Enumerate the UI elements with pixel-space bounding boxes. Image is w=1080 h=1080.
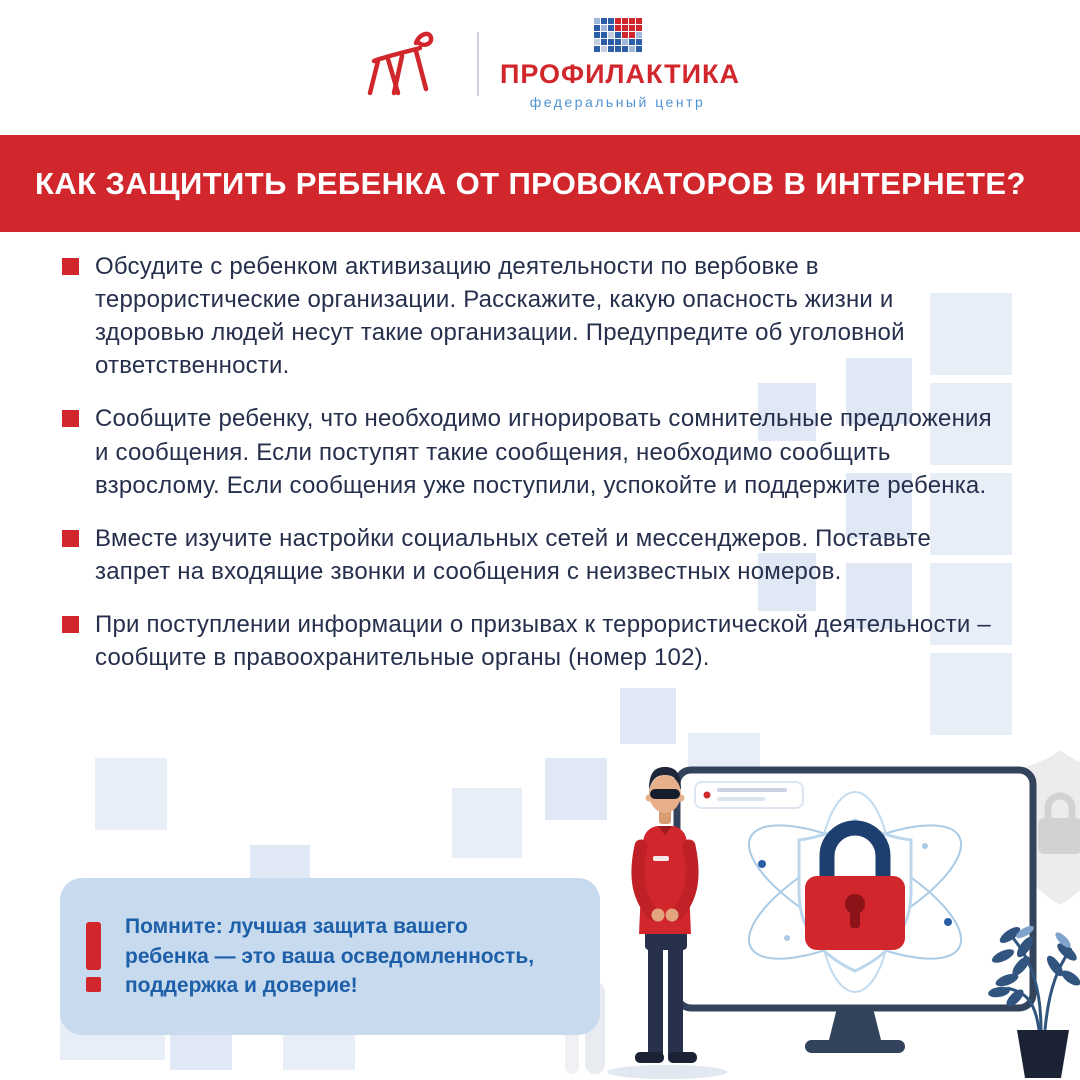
- list-item: [62, 608, 1002, 674]
- brand-subtitle: федеральный центр: [529, 94, 706, 110]
- sunglasses-icon: [650, 789, 680, 799]
- list-item: [62, 402, 1002, 501]
- bullet-list: [62, 250, 1002, 694]
- page-title: КАК ЗАЩИТИТЬ РЕБЕНКА ОТ ПРОВОКАТОРОВ В ИНТЕРНЕТЕ?: [35, 165, 1026, 201]
- profilaktika-logo: [500, 18, 740, 110]
- bg-square: [620, 688, 676, 744]
- bg-square: [95, 758, 167, 830]
- bullet-text: Сообщите ребенку, что необходимо игнорировать сомнительные предложения и сообщения. Если поступят такие сообщения, необходимо сообщить взрослому. Если сообщения уже поступили, успокойте и поддержите ребенка.: [95, 405, 992, 499]
- brand-name: ПРОФИЛАКТИКА: [500, 59, 740, 89]
- pixel-grid-icon: [594, 18, 642, 52]
- header: [0, 0, 1080, 135]
- browser-card: [695, 782, 803, 808]
- logo-divider: [477, 32, 479, 96]
- bullet-square-icon: [62, 258, 79, 275]
- bullet-square-icon: [62, 410, 79, 427]
- list-item: [62, 250, 1002, 382]
- callout-text: Помните: лучшая защита вашего ребенка — это ваша осведомленность, поддержка и доверие!: [125, 914, 535, 998]
- monitor-illustration: [677, 770, 1033, 1053]
- bg-square: [452, 788, 522, 858]
- bullet-text: При поступлении информации о призывах к террористической деятельности – сообщите в правоохранительные органы (номер 102).: [95, 610, 991, 672]
- bullet-text: Обсудите с ребенком активизацию деятельности по вербовке в террористические организации. Расскажите, какую опасность жизни и здоровью людей несут такие организации. Предупредите об уголовной ответственности.: [95, 253, 905, 380]
- bullet-square-icon: [62, 616, 79, 633]
- callout-box: [60, 878, 600, 1035]
- title-banner: [0, 135, 1080, 232]
- partner-chair-icon: [358, 20, 448, 112]
- list-item: [62, 522, 1002, 588]
- bullet-text: Вместе изучите настройки социальных сетей и мессенджеров. Поставьте запрет на входящие звонки и сообщения с неизвестных номеров.: [95, 524, 932, 585]
- security-illustration: [555, 742, 1080, 1080]
- bullet-square-icon: [62, 530, 79, 547]
- exclamation-icon: [86, 922, 101, 992]
